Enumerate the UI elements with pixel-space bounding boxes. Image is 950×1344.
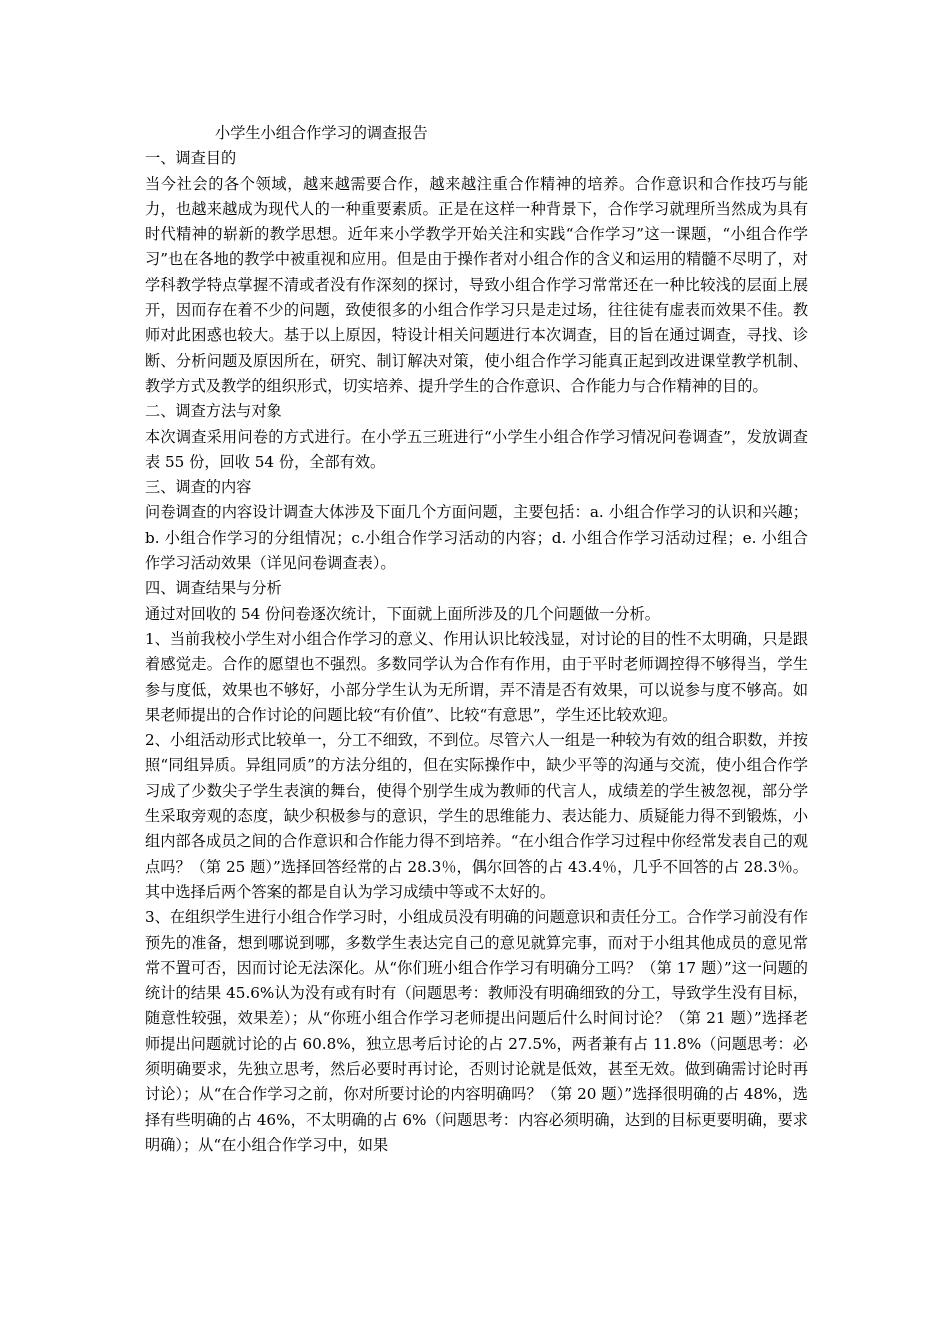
paragraph: 问卷调查的内容设计调查大体涉及下面几个方面问题，主要包括：a. 小组合作学习的认识和兴趣；b. 小组合作学习的分组情况；c.小组合作学习活动的内容；d. 小组合作学习活动过程；e. 小组合作学习活动效果（详见问卷调查表）。 bbox=[145, 503, 808, 573]
document-body bbox=[145, 121, 808, 1158]
paragraph: 当今社会的各个领域，越来越需要合作，越来越注重合作精神的培养。合作意识和合作技巧与能力，也越来越成为现代人的一种重要素质。正是在这样一种背景下，合作学习就理所当然成为具有时代精神的崭新的教学思想。近年来小学教学开始关注和实践“合作学习”这一课题，“小组合作学习”也在各地的教学中被重视和应用。但是由于操作者对小组合作的含义和运用的精髓不尽明了，对学科教学特点掌握不清或者没有作深刻的探讨，导致小组合作学习常常还在一种比较浅的层面上展开，因而存在着不少的问题，致使很多的小组合作学习只是走过场，往往徒有虚表而效果不佳。教师对此困惑也较大。基于以上原因，特设计相关问题进行本次调查，目的旨在通过调查，寻找、诊断、分析问题及原因所在，研究、制订解决对策，使小组合作学习能真正起到改进课堂教学机制、教学方式及教学的组织形式，切实培养、提升学生的合作意识、合作能力与合作精神的目的。 bbox=[145, 174, 808, 395]
paragraph: 2、小组活动形式比较单一，分工不细致，不到位。尽管六人一组是一种较为有效的组合职数，并按照“同组异质。异组同质”的方法分组的，但在实际操作中，缺少平等的沟通与交流，使小组合作学习成了少数尖子学生表演的舞台，使得个别学生成为教师的代言人，成绩差的学生被忽视，部分学生采取旁观的态度，缺少积极参与的意识，学生的思维能力、表达能力、质疑能力得不到锻炼，小组内部各成员之间的合作意识和合作能力得不到培养。“在小组合作学习过程中你经常发表自己的观点吗？（第 25 题）”选择回答经常的占 28.3％，偶尔回答的占 43.4％，几乎不回答的占 28.3％。其中选择后两个答案的都是自认为学习成绩中等或不太好的。 bbox=[145, 731, 808, 901]
paragraph: 3、在组织学生进行小组合作学习时，小组成员没有明确的问题意识和责任分工。合作学习前没有作预先的准备，想到哪说到哪，多数学生表达完自己的意见就算完事，而对于小组其他成员的意见常常不置可否，因而讨论无法深化。从“你们班小组合作学习有明确分工吗？（第 17 题）”这一问题的统计的结果 45.6%认为没有或有时有（问题思考：教师没有明确细致的分工，导致学生没有目标，随意性较强，效果差）；从“你班小组合作学习老师提出问题后什么时间讨论？（第 21 题）”选择老师提出问题就讨论的占 60.8%，独立思考后讨论的占 27.5%，两者兼有占 11.8%（问题思考：必须明确要求，先独立思考，然后必要时再讨论，否则讨论就是低效，甚至无效。做到确需讨论时再讨论）；从“在合作学习之前，你对所要讨论的内容明确吗？（第 20 题）”选择很明确的占 48%，选择有些明确的占 46%，不太明确的占 6%（问题思考：内容必须明确，达到的目标更要明确，要求明确）；从“在小组合作学习中，如果 bbox=[145, 908, 808, 1154]
section-heading-method: 二、调查方法与对象 bbox=[145, 402, 282, 421]
document-title: 小学生小组合作学习的调查报告 bbox=[215, 124, 428, 142]
section-heading-purpose: 一、调查目的 bbox=[145, 149, 237, 168]
paragraph: 通过对回收的 54 份问卷逐次统计，下面就上面所涉及的几个问题做一分析。 bbox=[145, 604, 660, 623]
section-heading-content: 三、调查的内容 bbox=[145, 478, 252, 497]
section-heading-results: 四、调查结果与分析 bbox=[145, 579, 282, 598]
paragraph: 本次调查采用问卷的方式进行。在小学五三班进行“小学生小组合作学习情况问卷调查”，发放调查表 55 份，回收 54 份，全部有效。 bbox=[145, 427, 808, 471]
paragraph: 1、当前我校小学生对小组合作学习的意义、作用认识比较浅显，对讨论的目的性不太明确，只是跟着感觉走。合作的愿望也不强烈。多数同学认为合作有作用，由于平时老师调控得不够得当，学生参与度低，效果也不够好，小部分学生认为无所谓，弄不清是否有效果，可以说参与度不够高。如果老师提出的合作讨论的问题比较“有价值”、比较“有意思”，学生还比较欢迎。 bbox=[145, 629, 808, 724]
